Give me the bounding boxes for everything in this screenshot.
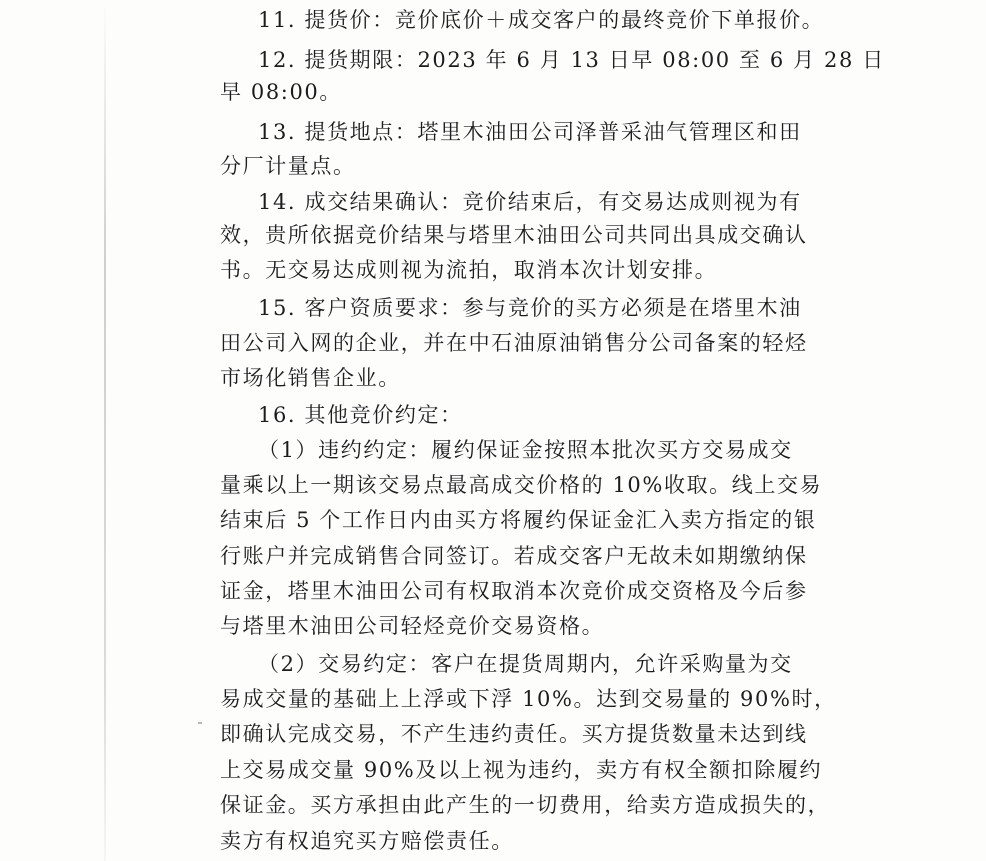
- sub-item-2-line: （2）交易约定：客户在提货周期内，允许采购量为交: [258, 652, 793, 676]
- item-14-line-cont-1: 效，贵所依据竞价结果与塔里木油田公司共同出具成交确认: [220, 223, 808, 247]
- item-13-line-cont: 分厂计量点。: [220, 154, 356, 178]
- sub-item-1-line-cont-3: 行账户并完成销售合同签订。若成交客户无故未如期缴纳保: [220, 544, 808, 568]
- scan-edge-shadow: [104, 0, 106, 861]
- sub-item-1-line-cont-4: 证金，塔里木油田公司有权取消本次竞价成交资格及今后参: [220, 579, 808, 603]
- item-14-line: 14. 成交结果确认：竞价结束后，有交易达成则视为有: [258, 190, 802, 214]
- item-12-line: 12. 提货期限：2023 年 6 月 13 日早 08:00 至 6 月 28 日: [258, 48, 885, 72]
- item-12-line-cont: 早 08:00。: [220, 80, 342, 104]
- item-13-line: 13. 提货地点：塔里木油田公司泽普采油气管理区和田: [258, 120, 802, 144]
- sub-item-1-line-cont-5: 与塔里木油田公司轻烃竞价交易资格。: [220, 614, 605, 638]
- item-11-line: 11. 提货价：竞价底价＋成交客户的最终竞价下单报价。: [258, 8, 825, 32]
- item-16-line: 16. 其他竞价约定：: [258, 403, 463, 427]
- item-15-line-cont-2: 市场化销售企业。: [220, 366, 401, 390]
- item-14-line-cont-2: 书。无交易达成则视为流拍，取消本次计划安排。: [220, 258, 718, 282]
- sub-item-2-line-cont-3: 上交易成交量 90%及以上视为违约，卖方有权全额扣除履约: [220, 758, 823, 782]
- sub-item-2-line-cont-4: 保证金。买方承担由此产生的一切费用，给卖方造成损失的，: [220, 793, 831, 817]
- sub-item-1-line-cont-2: 结束后 5 个工作日内由买方将履约保证金汇入卖方指定的银: [220, 508, 817, 532]
- sub-item-2-line-cont-1: 易成交量的基础上上浮或下浮 10%。达到交易量的 90%时，: [220, 687, 837, 711]
- item-15-line: 15. 客户资质要求：参与竞价的买方必须是在塔里木油: [258, 296, 802, 320]
- sub-item-2-line-cont-2: 即确认完成交易，不产生违约责任。买方提货数量未达到线: [220, 722, 808, 746]
- sub-item-1-line: （1）违约约定：履约保证金按照本批次买方交易成交: [258, 438, 793, 462]
- scan-speck: [198, 722, 202, 724]
- sub-item-1-line-cont-1: 量乘以上一期该交易点最高成交价格的 10%收取。线上交易: [220, 473, 823, 497]
- sub-item-2-line-cont-5: 卖方有权追究买方赔偿责任。: [220, 829, 514, 853]
- item-15-line-cont-1: 田公司入网的企业，并在中石油原油销售分公司备案的轻烃: [220, 331, 808, 355]
